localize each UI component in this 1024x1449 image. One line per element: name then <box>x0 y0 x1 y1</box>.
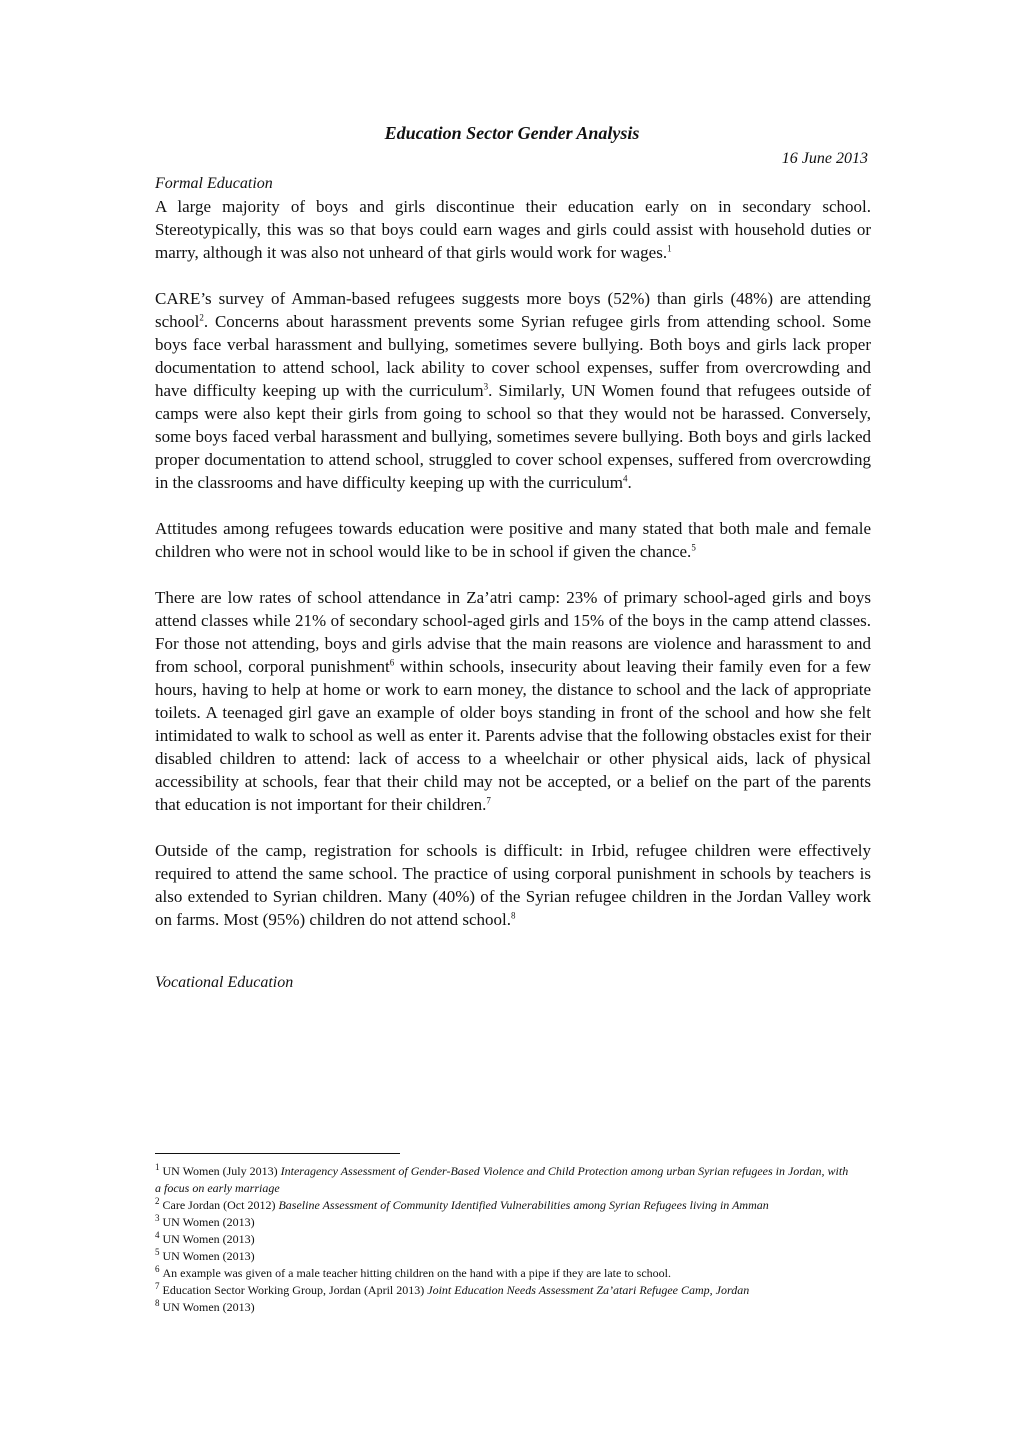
footnote-source: Education Sector Working Group, Jordan (April 2013) <box>162 1283 428 1297</box>
footnote-5 <box>155 1248 855 1265</box>
footnote-1 <box>155 1163 855 1197</box>
footnote-ref-7: 7 <box>486 795 491 806</box>
document-title: Education Sector Gender Analysis <box>384 123 640 143</box>
footnote-source: UN Women (2013) <box>162 1215 255 1229</box>
footnote-3 <box>155 1214 855 1231</box>
paragraph-3-text: Attitudes among refugees towards education were positive and many stated that both male and female children who were not in school would like to be in school if given the chance. <box>155 519 871 561</box>
footnote-8 <box>155 1299 855 1316</box>
footnote-source: Care Jordan (Oct 2012) <box>162 1198 279 1212</box>
paragraph-2-part-4: . <box>627 473 632 492</box>
footnote-number: 6 <box>155 1264 160 1274</box>
paragraph-1-text: A large majority of boys and girls discontinue their education early on in secondary school. Stereotypically, this was so that boys could earn wages and girls could assist with household duties or marry, although it was also not unheard of that girls would work for wages. <box>155 197 871 262</box>
footnote-source: UN Women (2013) <box>162 1300 255 1314</box>
footnote-title: Interagency Assessment of Gender-Based Violence and Child Protection among urban Syrian refugees in Jordan, with a focus on early marriage <box>155 1164 849 1195</box>
footnote-title: Joint Education Needs Assessment Za’atari Refugee Camp, Jordan <box>427 1283 750 1297</box>
footnote-separator <box>155 1153 400 1154</box>
footnote-source: UN Women (2013) <box>162 1232 255 1246</box>
paragraph-5 <box>155 839 871 931</box>
footnote-ref-5: 5 <box>691 542 696 553</box>
document-date: 16 June 2013 <box>781 150 868 167</box>
paragraph-4 <box>155 586 871 816</box>
footnote-ref-2: 2 <box>199 312 204 323</box>
footnote-number: 5 <box>155 1247 160 1257</box>
paragraph-5-text: Outside of the camp, registration for schools is difficult: in Irbid, refugee children were effectively required to attend the same school. The practice of using corporal punishment in schools by teachers is also extended to Syrian children. Many (40%) of the Syrian refugee children in the Jordan Valley work on farms. Most (95%) children do not attend school. <box>155 841 871 929</box>
footnote-source: An example was given of a male teacher hitting children on the hand with a pipe if they are late to school. <box>162 1266 671 1280</box>
footnote-ref-3: 3 <box>483 381 489 392</box>
paragraph-1 <box>155 195 871 264</box>
footnotes <box>155 1163 855 1316</box>
footnote-2 <box>155 1197 855 1214</box>
paragraph-2-part-3: . Similarly, UN Women found that refugees outside of camps were also kept their girls from going to school so that they would not be harassed. Conversely, some boys faced verbal harassment and bullying, sometimes severe bullying. Both boys and girls lacked proper documentation to attend school, struggled to cover school expenses, suffered from overcrowding in the classrooms and have difficulty keeping up with the curriculum <box>155 381 871 492</box>
footnote-number: 3 <box>155 1213 160 1223</box>
paragraph-2-part-1: CARE’s survey of Amman-based refugees suggests more boys (52%) than girls (48%) are attending school <box>155 289 871 331</box>
footnote-number: 1 <box>155 1162 160 1172</box>
paragraph-3 <box>155 517 871 563</box>
footnote-ref-6: 6 <box>389 657 395 668</box>
footnote-4 <box>155 1231 855 1248</box>
footnote-source: UN Women (July 2013) <box>162 1164 281 1178</box>
footnote-number: 8 <box>155 1298 160 1308</box>
footnote-title: Baseline Assessment of Community Identified Vulnerabilities among Syrian Refugees living in Amman <box>278 1198 769 1212</box>
footnote-ref-8: 8 <box>511 910 516 921</box>
section-heading-vocational-education: Vocational Education <box>155 974 294 991</box>
document-body <box>155 172 871 994</box>
paragraph-2 <box>155 287 871 494</box>
footnote-number: 7 <box>155 1281 160 1291</box>
footnote-ref-4: 4 <box>623 473 628 484</box>
section-heading-formal-education: Formal Education <box>155 175 273 192</box>
footnote-number: 2 <box>155 1196 160 1206</box>
paragraph-4-part-2: within schools, insecurity about leaving their family even for a few hours, having to help at home or work to earn money, the distance to school and the lack of appropriate toilets. A teenaged girl gave an example of older boys standing in front of the school and how she felt intimidated to walk to school as well as enter it. Parents advise that the following obstacles exist for their disabled children to attend: lack of access to a wheelchair or other physical aids, lack of physical accessibility at schools, fear that their child may not be accepted, or a belief on the part of the parents that education is not important for their children. <box>155 657 871 814</box>
paragraph-2-part-2: . Concerns about harassment prevents some Syrian refugee girls from attending school. Some boys face verbal harassment and bullying, sometimes severe bullying. Both boys and girls lack proper documentation to attend school, lack ability to cover school expenses, suffer from overcrowding and have difficulty keeping up with the curriculum <box>155 312 871 400</box>
paragraph-4-part-1: There are low rates of school attendance in Za’atri camp: 23% of primary school-aged girls and boys attend classes while 21% of secondary school-aged girls and 15% of the boys in the camp attend classes. For those not attending, boys and girls advise that the main reasons are violence and harassment to and from school, corporal punishment <box>155 588 871 676</box>
footnote-7 <box>155 1282 855 1299</box>
footnote-source: UN Women (2013) <box>162 1249 255 1263</box>
footnote-6 <box>155 1265 855 1282</box>
footnote-number: 4 <box>155 1230 160 1240</box>
footnote-ref-1: 1 <box>667 243 672 254</box>
